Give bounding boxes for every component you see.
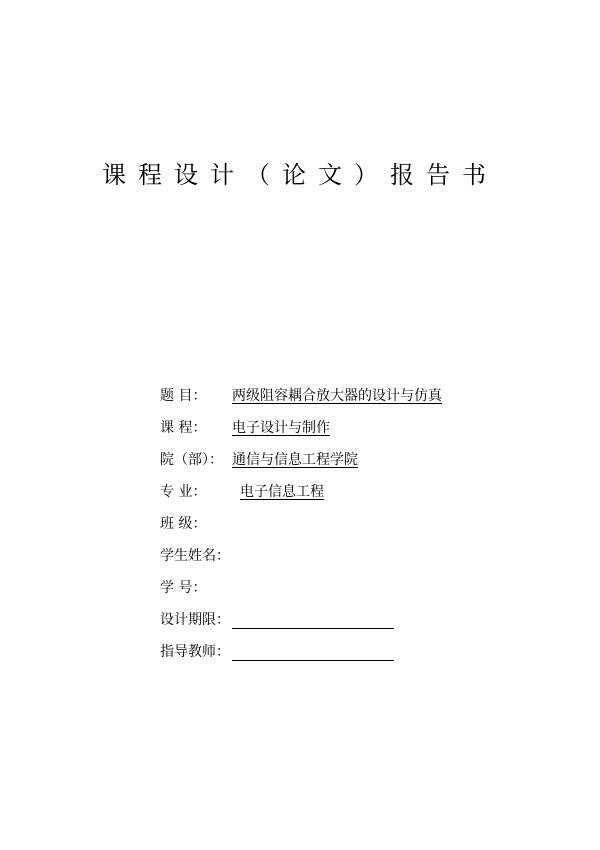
field-department-label: 院（部）： — [160, 452, 223, 468]
field-student-name — [160, 546, 540, 566]
field-course-label: 课 程： — [160, 420, 207, 436]
field-department — [160, 450, 540, 470]
advisor-blank-line — [232, 660, 394, 661]
field-major-value: 电子信息工程 — [240, 484, 324, 500]
field-course-value: 电子设计与制作 — [232, 420, 330, 436]
field-topic-value: 两级阻容耦合放大器的设计与仿真 — [232, 388, 442, 404]
field-course — [160, 418, 540, 438]
field-department-value: 通信与信息工程学院 — [232, 452, 358, 468]
field-topic — [160, 386, 540, 406]
field-student-name-label: 学生姓名： — [160, 548, 230, 564]
field-student-id — [160, 578, 540, 598]
field-class — [160, 514, 540, 534]
field-advisor — [160, 642, 540, 662]
field-design-period — [160, 610, 540, 630]
design-period-blank-line — [232, 628, 394, 629]
page-title: 课程设计（论文）报告书 — [102, 161, 498, 189]
field-topic-label: 题 目： — [160, 388, 207, 404]
field-design-period-label: 设计期限： — [160, 612, 230, 628]
field-advisor-label: 指导教师： — [160, 644, 230, 660]
field-student-id-label: 学 号： — [160, 580, 207, 596]
cover-info-fields — [160, 386, 540, 674]
field-major — [160, 482, 540, 502]
field-major-label: 专 业： — [160, 484, 207, 500]
field-class-label: 班 级： — [160, 516, 207, 532]
